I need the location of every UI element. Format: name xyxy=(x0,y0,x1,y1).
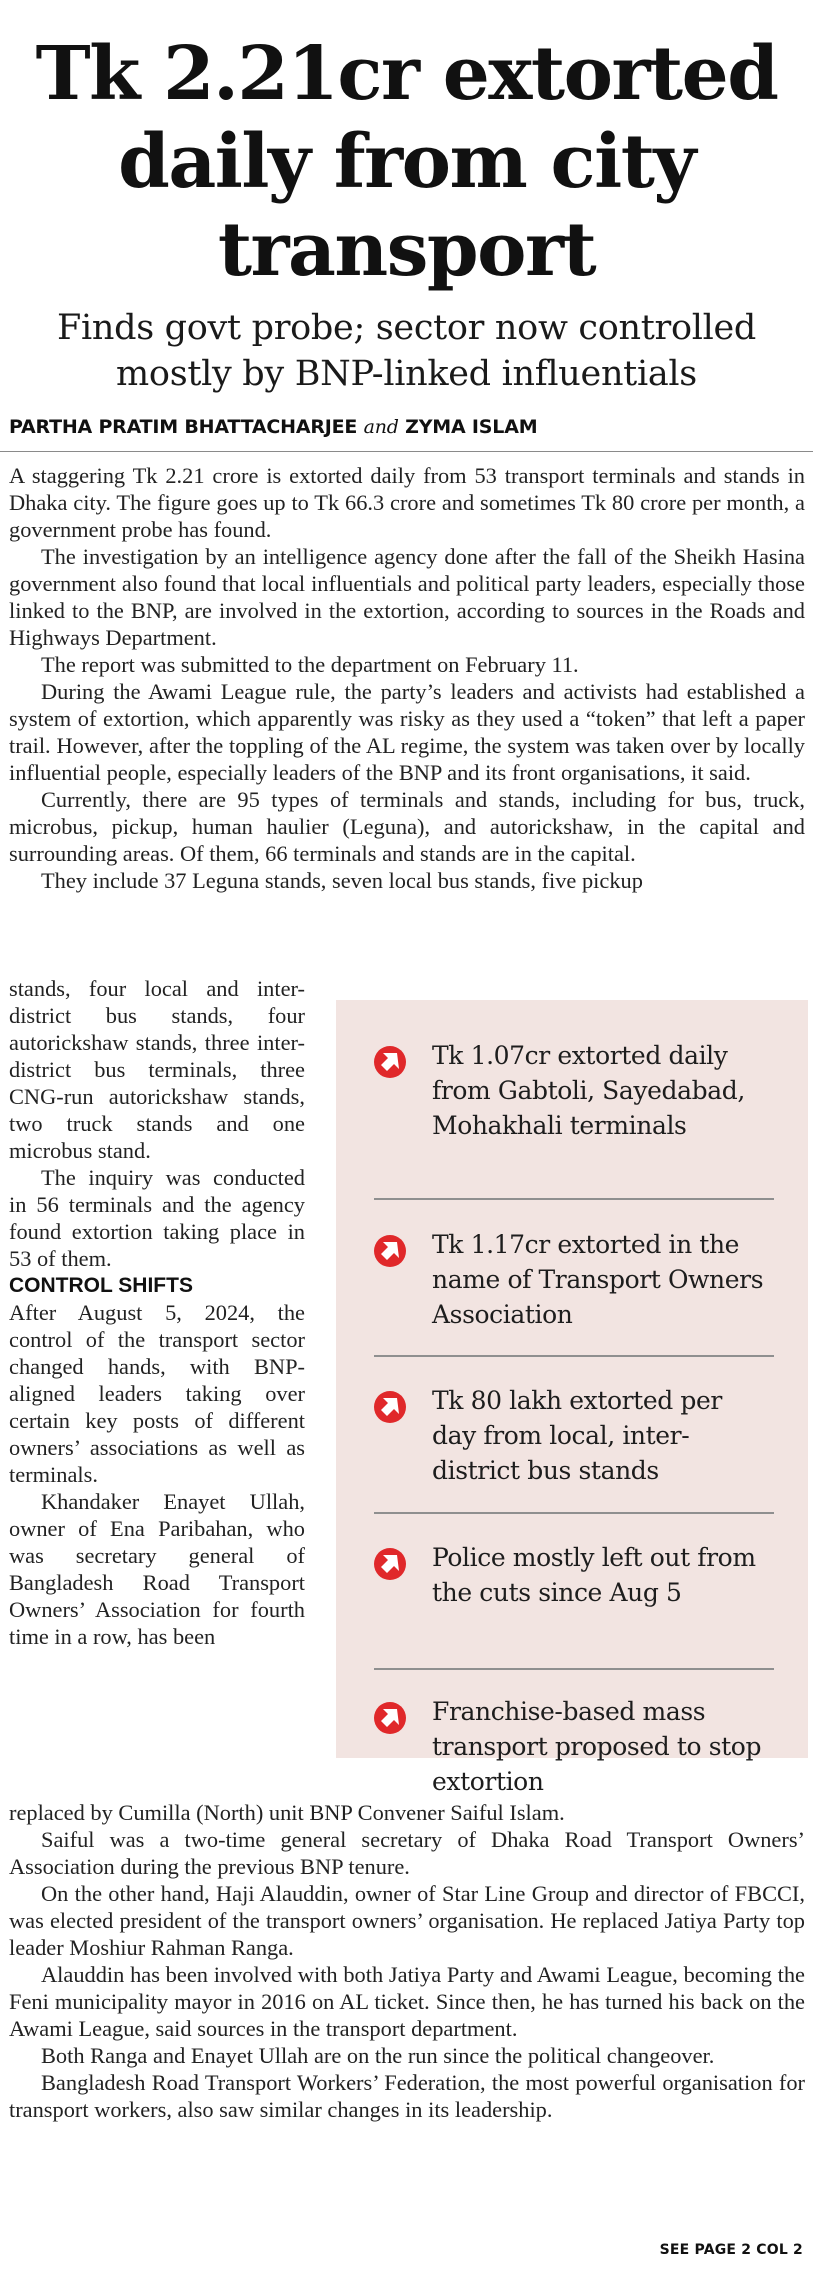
article-body-top xyxy=(9,462,805,894)
red-arrow-icon xyxy=(374,1391,406,1423)
paragraph: Saiful was a two-time general secretary of Dhaka Road Transport Owners’ Association during the previous BNP tenure. xyxy=(9,1827,805,1879)
paragraph-continued: replaced by Cumilla (North) unit BNP Convener Saiful Islam. xyxy=(9,1800,565,1825)
paragraph: During the Awami League rule, the party’s leaders and activists had established a system of extortion, which apparently was risky as they used a “token” that left a paper trail. However, after the toppling of the AL regime, the system was taken over by locally influential people, especially leaders of the BNP and its front organisations, it said. xyxy=(9,679,805,785)
red-arrow-icon xyxy=(374,1046,406,1078)
highlight-text: Police mostly left out from the cuts since Aug 5 xyxy=(432,1543,756,1607)
byline-conjunction: and xyxy=(363,416,399,438)
paragraph-continued: stands, four local and inter-district bus stands, four autorickshaw stands, three inter-district bus terminals, three CNG-run autorickshaw stands, two truck stands and one microbus stand. xyxy=(9,976,305,1163)
paragraph: Both Ranga and Enayet Ullah are on the run since the political changeover. xyxy=(41,2043,715,2068)
byline-rule xyxy=(0,451,813,452)
paragraph: The investigation by an intelligence agency done after the fall of the Sheikh Hasina government also found that local influentials and political party leaders, especially those linked to the BNP, are involved in the extortion, according to sources in the Roads and Highways Department. xyxy=(9,544,805,650)
article-body-column xyxy=(9,975,305,1650)
paragraph: The report was submitted to the department on February 11. xyxy=(41,652,579,677)
paragraph: Bangladesh Road Transport Workers’ Federation, the most powerful organisation for transport workers, also saw similar changes in its leadership. xyxy=(9,2070,805,2122)
divider xyxy=(374,1512,774,1514)
highlights-box xyxy=(336,1000,808,1796)
red-arrow-icon xyxy=(374,1702,406,1734)
paragraph: Currently, there are 95 types of terminals and stands, including for bus, truck, microbus, pickup, human haulier (Leguna), and autorickshaw, in the capital and surrounding areas. Of them, 66 terminals and stands are in the capital. xyxy=(9,787,805,866)
highlight-text: Tk 1.17cr extorted in the name of Transport Owners Association xyxy=(432,1230,764,1329)
author-2: ZYMA ISLAM xyxy=(405,416,538,438)
paragraph: After August 5, 2024, the control of the transport sector changed hands, with BNP-aligned leaders taking over certain key posts of different owners’ associations as well as terminals. xyxy=(9,1300,305,1487)
divider xyxy=(374,1198,774,1200)
highlight-text: Franchise-based mass transport proposed to stop extortion xyxy=(432,1697,762,1796)
section-heading: CONTROL SHIFTS xyxy=(9,1274,193,1297)
paragraph: A staggering Tk 2.21 crore is extorted daily from 53 transport terminals and stands in Dhaka city. The figure goes up to Tk 66.3 crore and sometimes Tk 80 crore per month, a government probe has found. xyxy=(9,463,805,542)
article-body-bottom xyxy=(9,1799,805,2123)
jump-line[interactable]: SEE PAGE 2 COL 2 xyxy=(659,2242,803,2258)
red-arrow-icon xyxy=(374,1235,406,1267)
paragraph: They include 37 Leguna stands, seven local bus stands, five pickup xyxy=(41,868,643,893)
paragraph: Khandaker Enayet Ullah, owner of Ena Paribahan, who was secretary general of Bangladesh Road Transport Owners’ Association for fourth time in a row, has been xyxy=(9,1489,305,1649)
divider xyxy=(374,1355,774,1357)
subheadline: Finds govt probe; sector now controlled mostly by BNP-linked influentials xyxy=(56,308,757,394)
headline: Tk 2.21cr extorted daily from city transport xyxy=(35,31,778,293)
highlight-text: Tk 80 lakh extorted per day from local, inter-district bus stands xyxy=(432,1386,722,1485)
divider xyxy=(374,1668,774,1670)
paragraph: On the other hand, Haji Alauddin, owner of Star Line Group and director of FBCCI, was elected president of the transport owners’ organisation. He replaced Jatiya Party top leader Moshiur Rahman Ranga. xyxy=(9,1881,805,1960)
byline xyxy=(9,416,537,438)
paragraph: Alauddin has been involved with both Jatiya Party and Awami League, becoming the Feni municipality mayor in 2016 on AL ticket. Since then, he has turned his back on the Awami League, said sources in the transport department. xyxy=(9,1962,805,2041)
author-1: PARTHA PRATIM BHATTACHARJEE xyxy=(9,416,358,438)
paragraph: The inquiry was conducted in 56 terminals and the agency found extortion taking place in 53 of them. xyxy=(9,1165,305,1271)
red-arrow-icon xyxy=(374,1548,406,1580)
highlight-text: Tk 1.07cr extorted daily from Gabtoli, Sayedabad, Mohakhali terminals xyxy=(432,1041,745,1140)
